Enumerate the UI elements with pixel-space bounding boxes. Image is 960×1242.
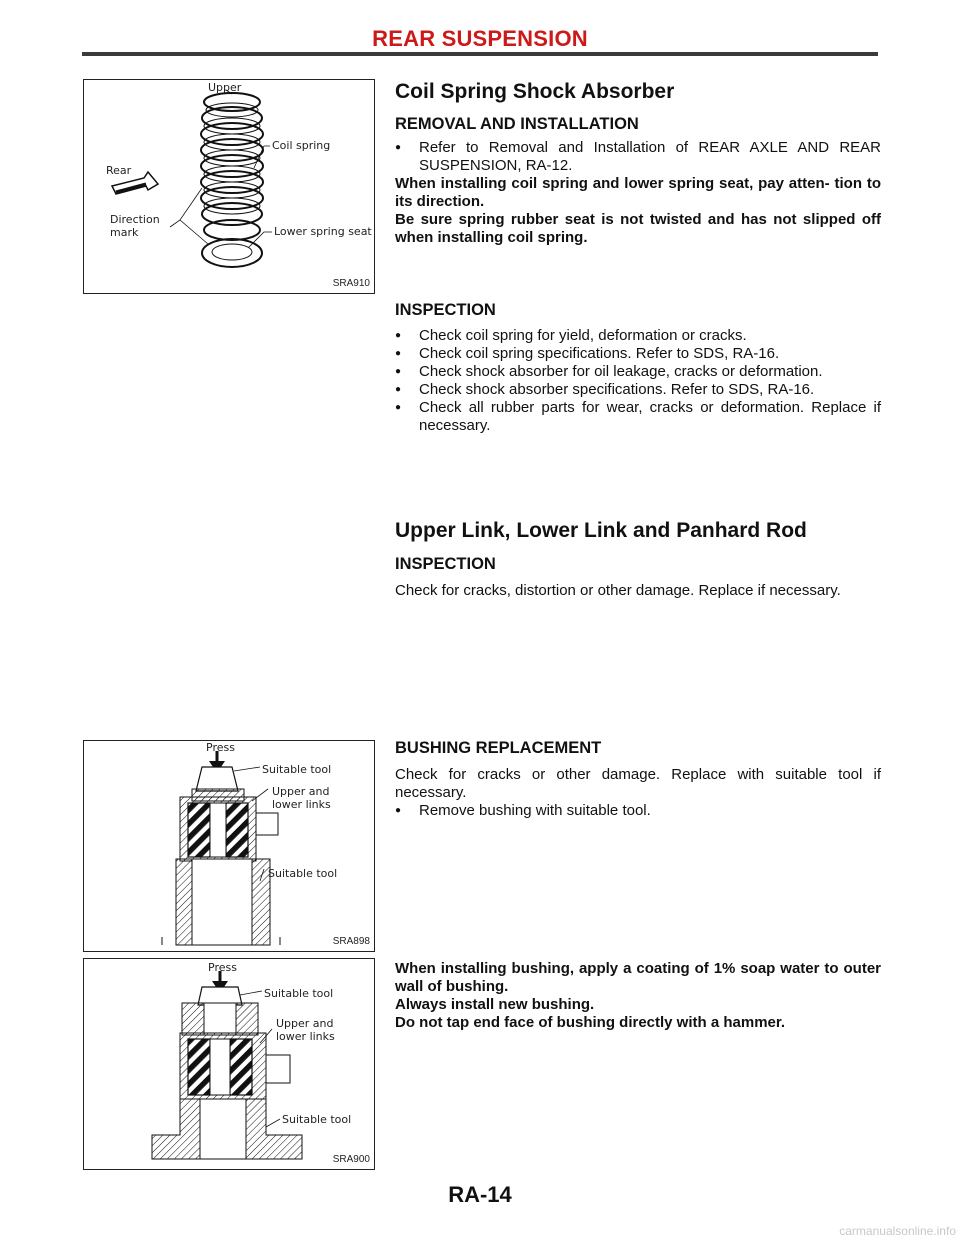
label-coil-spring: Coil spring [272, 139, 331, 152]
install-note: When installing coil spring and lower spring seat, pay atten- tion to its direction. [395, 175, 881, 210]
bullet-icon: ● [395, 348, 402, 359]
figure-bushing-removal [83, 740, 375, 952]
list-item-text: Check shock absorber for oil leakage, cracks or deformation. [419, 363, 823, 380]
figure-bushing-install [83, 958, 375, 1170]
figure-id: SRA898 [332, 936, 370, 947]
bullet-icon: ● [395, 384, 402, 395]
label-suitable-tool-top: Suitable tool [264, 987, 334, 1000]
label-lower-spring-seat: Lower spring seat [274, 225, 372, 238]
removal-bullets [395, 139, 881, 175]
label-suitable-tool-top: Suitable tool [262, 763, 332, 776]
label-suitable-tool-bottom: Suitable tool [282, 1113, 352, 1126]
bullet-icon: ● [395, 402, 402, 413]
label-upper: Upper [208, 81, 242, 94]
coil-inspection-section [395, 301, 881, 435]
bullet-icon: ● [395, 142, 402, 153]
list-item [395, 381, 881, 399]
subsection-heading: BUSHING REPLACEMENT [395, 739, 602, 757]
subsection-heading: INSPECTION [395, 301, 496, 319]
install-note: Always install new bushing. [395, 996, 595, 1013]
label-lower-links: lower links [276, 1030, 335, 1043]
label-press: Press [208, 961, 237, 974]
label-upper-and: Upper and [276, 1017, 334, 1030]
inspection-bullets [395, 327, 881, 435]
list-item [395, 363, 881, 381]
subsection-heading: INSPECTION [395, 555, 496, 573]
label-rear: Rear [106, 164, 132, 177]
subsection-heading: REMOVAL AND INSTALLATION [395, 115, 639, 133]
label-press: Press [206, 741, 235, 754]
figure-id: SRA910 [332, 278, 370, 289]
label-mark: mark [110, 226, 139, 239]
bushing-removal-diagram [84, 741, 374, 951]
list-item-text: Check coil spring specifications. Refer to SDS, RA-16. [419, 345, 780, 362]
label-suitable-tool-bottom: Suitable tool [268, 867, 338, 880]
install-note: Do not tap end face of bushing directly with a hammer. [395, 1014, 786, 1031]
bushing-text: Check for cracks or other damage. Replace with suitable tool if necessary. [395, 766, 881, 801]
section-title: Upper Link, Lower Link and Panhard Rod [395, 519, 807, 542]
bushing-section [395, 739, 881, 820]
install-note: When installing bushing, apply a coating of 1% soap water to outer wall of bushing. [395, 960, 881, 995]
list-item [395, 139, 881, 175]
header-rule [82, 52, 878, 56]
figure-coil-spring [83, 79, 375, 294]
list-item [395, 327, 881, 345]
label-direction: Direction [110, 213, 160, 226]
section-title: Coil Spring Shock Absorber [395, 80, 675, 103]
figure-id: SRA900 [332, 1154, 370, 1165]
label-lower-links: lower links [272, 798, 331, 811]
page-header-title: REAR SUSPENSION [372, 26, 588, 51]
link-section [395, 519, 881, 600]
coil-spring-section [395, 80, 881, 247]
page-number: RA-14 [448, 1182, 512, 1207]
bushing-bullets [395, 802, 881, 820]
watermark: carmanualsonline.info [839, 1224, 956, 1238]
bushing-install-notes [395, 960, 881, 1032]
bullet-icon: ● [395, 330, 402, 341]
bushing-install-diagram [84, 959, 374, 1169]
list-item-text: Check shock absorber specifications. Refer to SDS, RA-16. [419, 381, 815, 398]
coil-spring-diagram [84, 80, 374, 293]
list-item-text: Check all rubber parts for wear, cracks or deformation. Replace if necessary. [419, 399, 881, 434]
bullet-icon: ● [395, 366, 402, 377]
install-note: Be sure spring rubber seat is not twisted and has not slipped off when installing coil spring. [395, 211, 881, 246]
inspection-text: Check for cracks, distortion or other damage. Replace if necessary. [395, 582, 841, 599]
list-item [395, 802, 881, 820]
label-upper-and: Upper and [272, 785, 330, 798]
bullet-icon: ● [395, 805, 402, 816]
list-item [395, 345, 881, 363]
list-item-text: Remove bushing with suitable tool. [419, 802, 651, 819]
list-item [395, 399, 881, 435]
list-item-text: Check coil spring for yield, deformation or cracks. [419, 327, 747, 344]
list-item-text: Refer to Removal and Installation of REAR AXLE AND REAR SUSPENSION, RA-12. [419, 139, 881, 174]
